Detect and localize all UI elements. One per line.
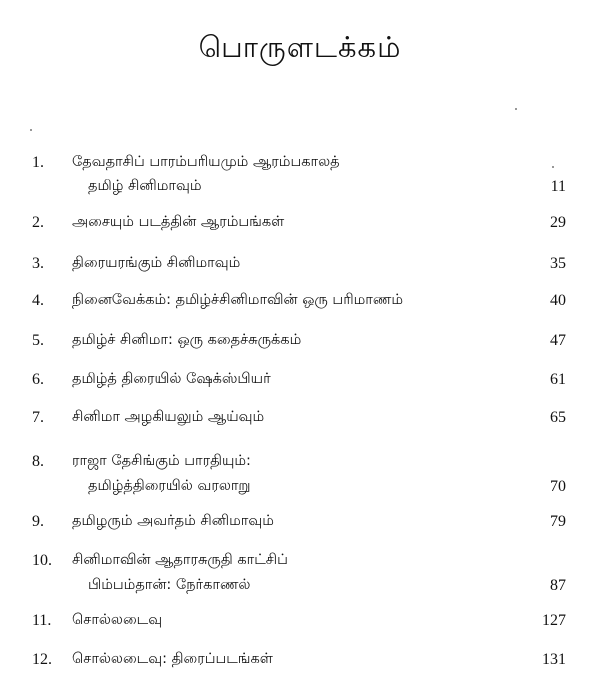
entry-title-line: நினைவேக்கம்: தமிழ்ச்சினிமாவின் ஒரு பரிமாணம் [72,292,403,308]
entry-page-number: 47 [550,332,566,349]
page-title: பொருளடக்கம் [198,30,402,64]
entry-number: 10. [32,552,52,569]
scan-speck [30,129,32,131]
entry-page-number: 127 [542,612,566,629]
entry-title-line: ராஜா தேசிங்கும் பாரதியும்: [72,453,251,469]
entry-page-number: 35 [550,255,566,272]
entry-title-line: திரையரங்கும் சினிமாவும் [72,255,241,271]
entry-title-line: தேவதாசிப் பாரம்பரியமும் ஆரம்பகாலத் [72,154,340,170]
entry-page-number: 40 [550,292,566,309]
entry-title-line: தமிழ்த் திரையில் ஷேக்ஸ்பியர் [72,371,271,387]
entry-page-number: 87 [550,577,566,594]
entry-page-number: 65 [550,409,566,426]
entry-title-line: சினிமா அழகியலும் ஆய்வும் [72,409,265,425]
entry-number: 4. [32,292,44,309]
entry-title-line: தமிழரும் அவர்தம் சினிமாவும் [72,513,274,529]
entry-page-number: 61 [550,371,566,388]
entry-number: 2. [32,214,44,231]
entry-title-line: பிம்பம்தான்: நேர்காணல் [88,577,251,593]
scan-speck [515,108,517,110]
entry-title-line: சொல்லடைவு: திரைப்படங்கள் [72,651,273,667]
entry-page-number: 79 [550,513,566,530]
entry-title-line: சொல்லடைவு [72,612,163,628]
entry-number: 9. [32,513,44,530]
entry-title-line: அசையும் படத்தின் ஆரம்பங்கள் [72,214,285,230]
entry-number: 6. [32,371,44,388]
entry-number: 5. [32,332,44,349]
entry-title-line: தமிழ் சினிமாவும் [88,178,202,194]
entry-title-line: தமிழ்ச் சினிமா: ஒரு கதைச்சுருக்கம் [72,332,302,348]
scan-speck [552,166,554,168]
entry-number: 3. [32,255,44,272]
entry-page-number: 131 [542,651,566,668]
entry-title-line: சினிமாவின் ஆதாரசுருதி காட்சிப் [72,552,288,568]
entry-number: 7. [32,409,44,426]
entry-number: 12. [32,651,52,668]
entry-page-number: 11 [550,178,566,195]
entry-number: 8. [32,453,44,470]
entry-page-number: 29 [550,214,566,231]
entry-title-line: தமிழ்த்திரையில் வரலாறு [88,478,251,494]
entry-page-number: 70 [550,478,566,495]
entry-number: 11. [32,612,52,629]
entry-number: 1. [32,154,44,171]
